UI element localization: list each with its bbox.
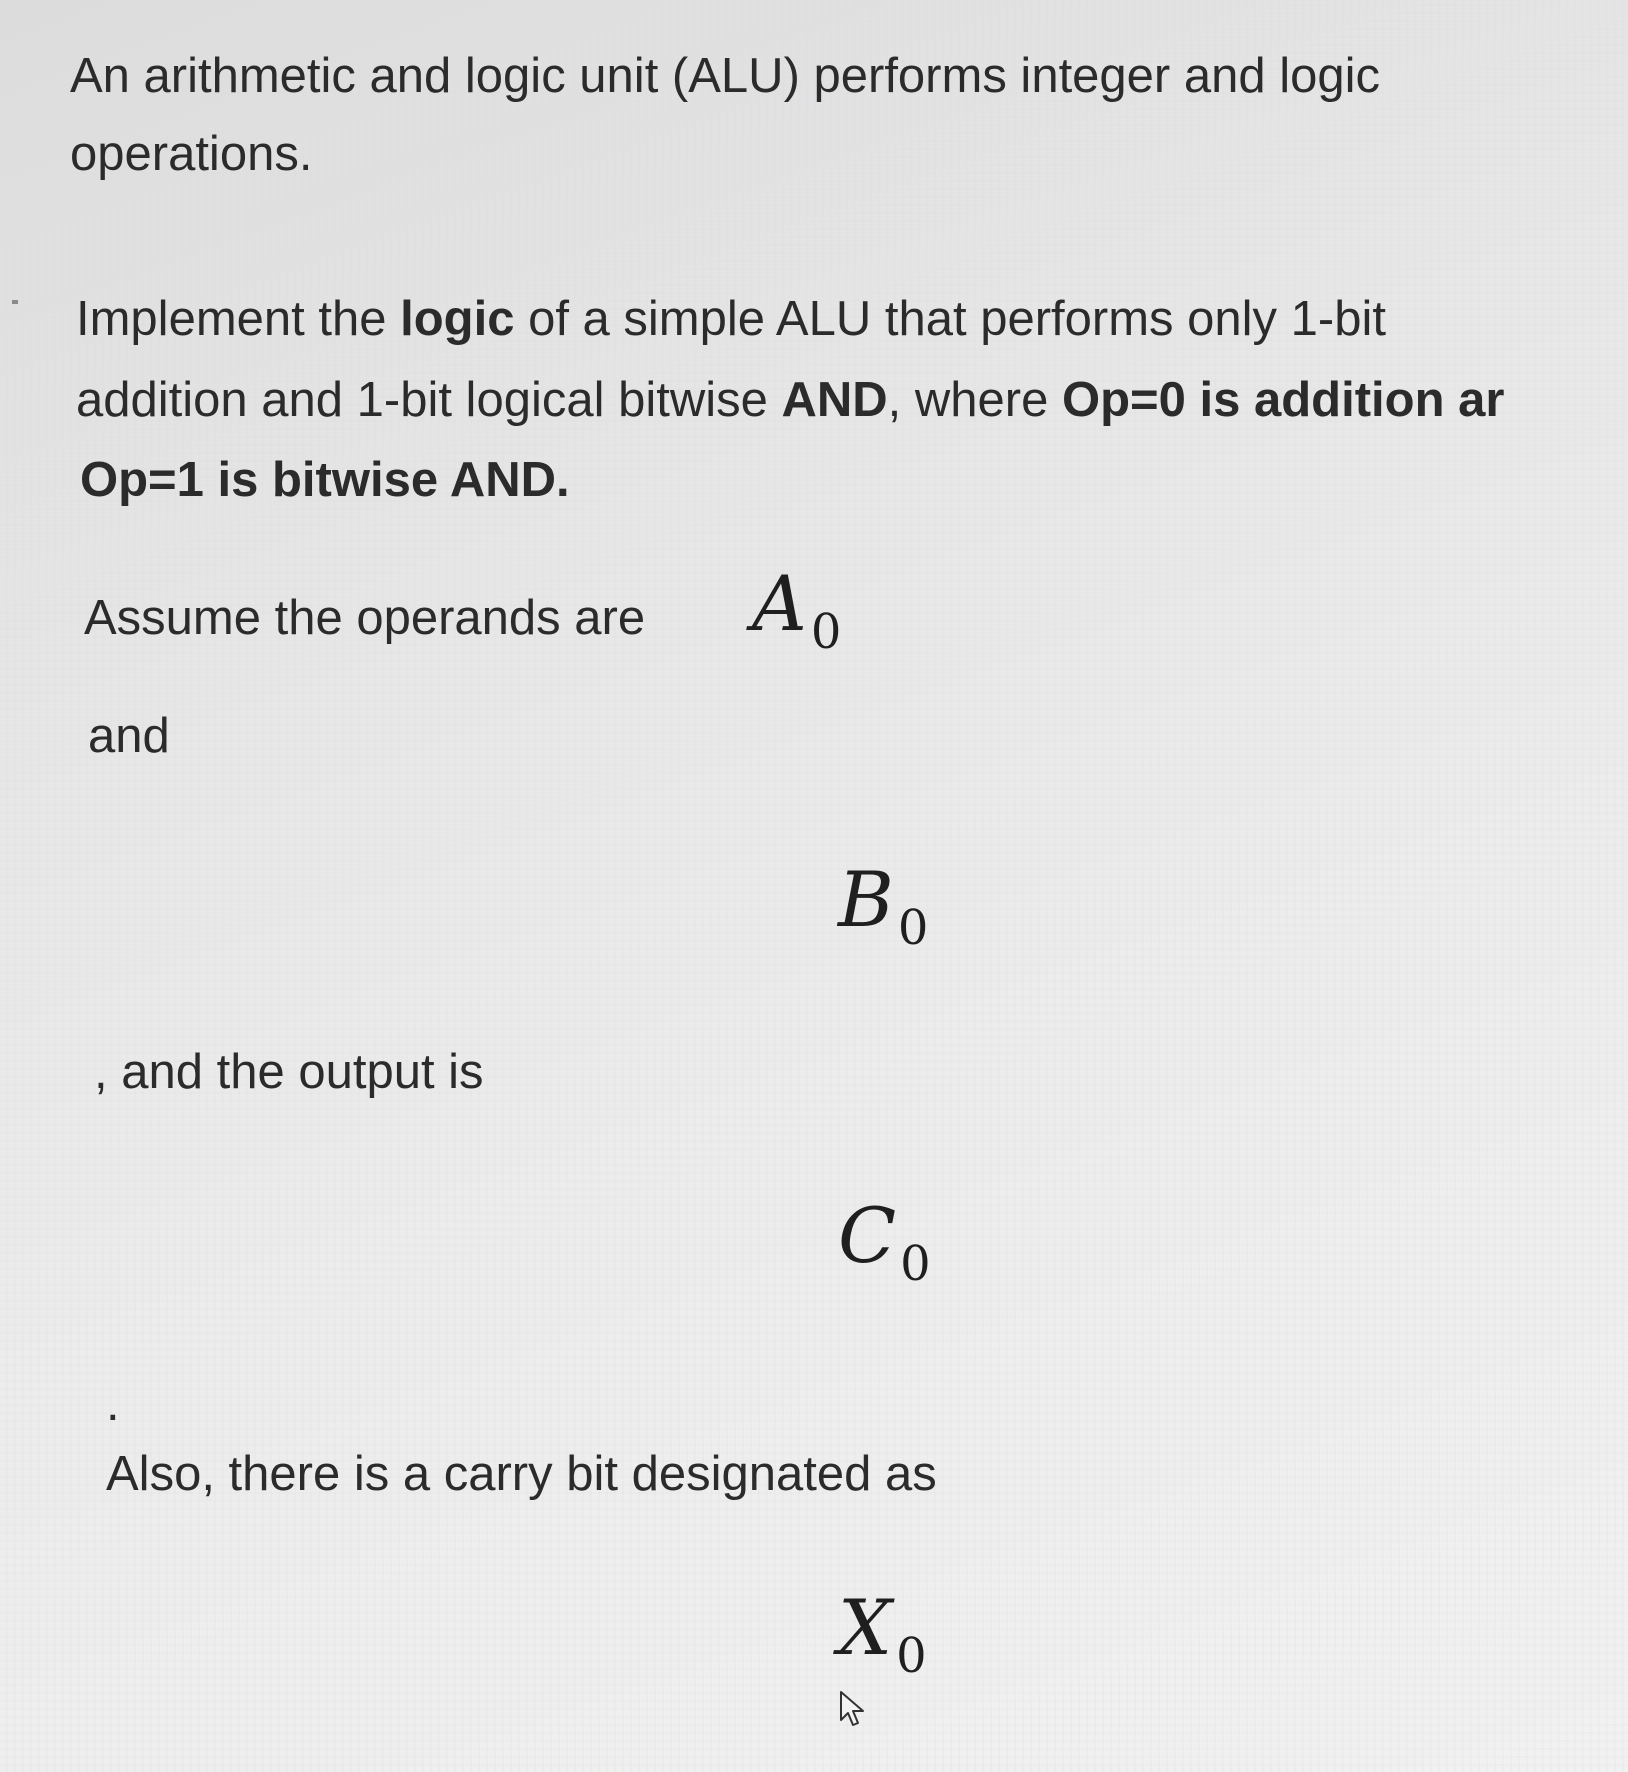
intro-line-2: operations. xyxy=(70,127,313,181)
symbol-x0 xyxy=(838,1583,927,1684)
task-bold-op0: Op=0 is addition ar xyxy=(1061,373,1505,427)
intro-line-1: An arithmetic and logic unit (ALU) performs integer and logic xyxy=(70,49,1381,103)
symbol-a0 xyxy=(752,559,842,660)
output-text: , and the output is xyxy=(94,1045,484,1099)
symbol-b0-sub: 0 xyxy=(897,900,929,956)
symbol-c0 xyxy=(838,1191,931,1292)
symbol-x0-base: X xyxy=(838,1583,893,1672)
symbol-x0-sub: 0 xyxy=(896,1628,927,1684)
task-bold-and: AND xyxy=(781,373,888,427)
assume-text: Assume the operands are xyxy=(84,591,646,645)
and-text: and xyxy=(88,709,170,763)
task-bold-logic: logic xyxy=(400,292,515,346)
symbol-b0-base: B xyxy=(838,855,894,944)
symbol-a0-sub: 0 xyxy=(810,604,842,660)
page-edge-marker xyxy=(12,300,18,304)
task-line-2 xyxy=(76,373,1505,427)
mouse-pointer-icon xyxy=(838,1690,868,1730)
period-text: . xyxy=(106,1377,120,1431)
symbol-b0 xyxy=(838,855,929,956)
task-text: addition and 1-bit logical bitwise xyxy=(76,373,782,427)
symbol-a0-base: A xyxy=(752,559,807,648)
symbol-c0-sub: 0 xyxy=(900,1236,931,1292)
task-line-3: Op=1 is bitwise AND. xyxy=(80,453,570,507)
task-line-1 xyxy=(76,292,1386,346)
task-text: , where xyxy=(887,373,1062,427)
task-text: of a simple ALU that performs only 1-bit xyxy=(514,292,1386,346)
carry-text: Also, there is a carry bit designated as xyxy=(106,1447,937,1501)
task-text: Implement the xyxy=(76,292,401,346)
symbol-c0-base: C xyxy=(838,1191,897,1280)
